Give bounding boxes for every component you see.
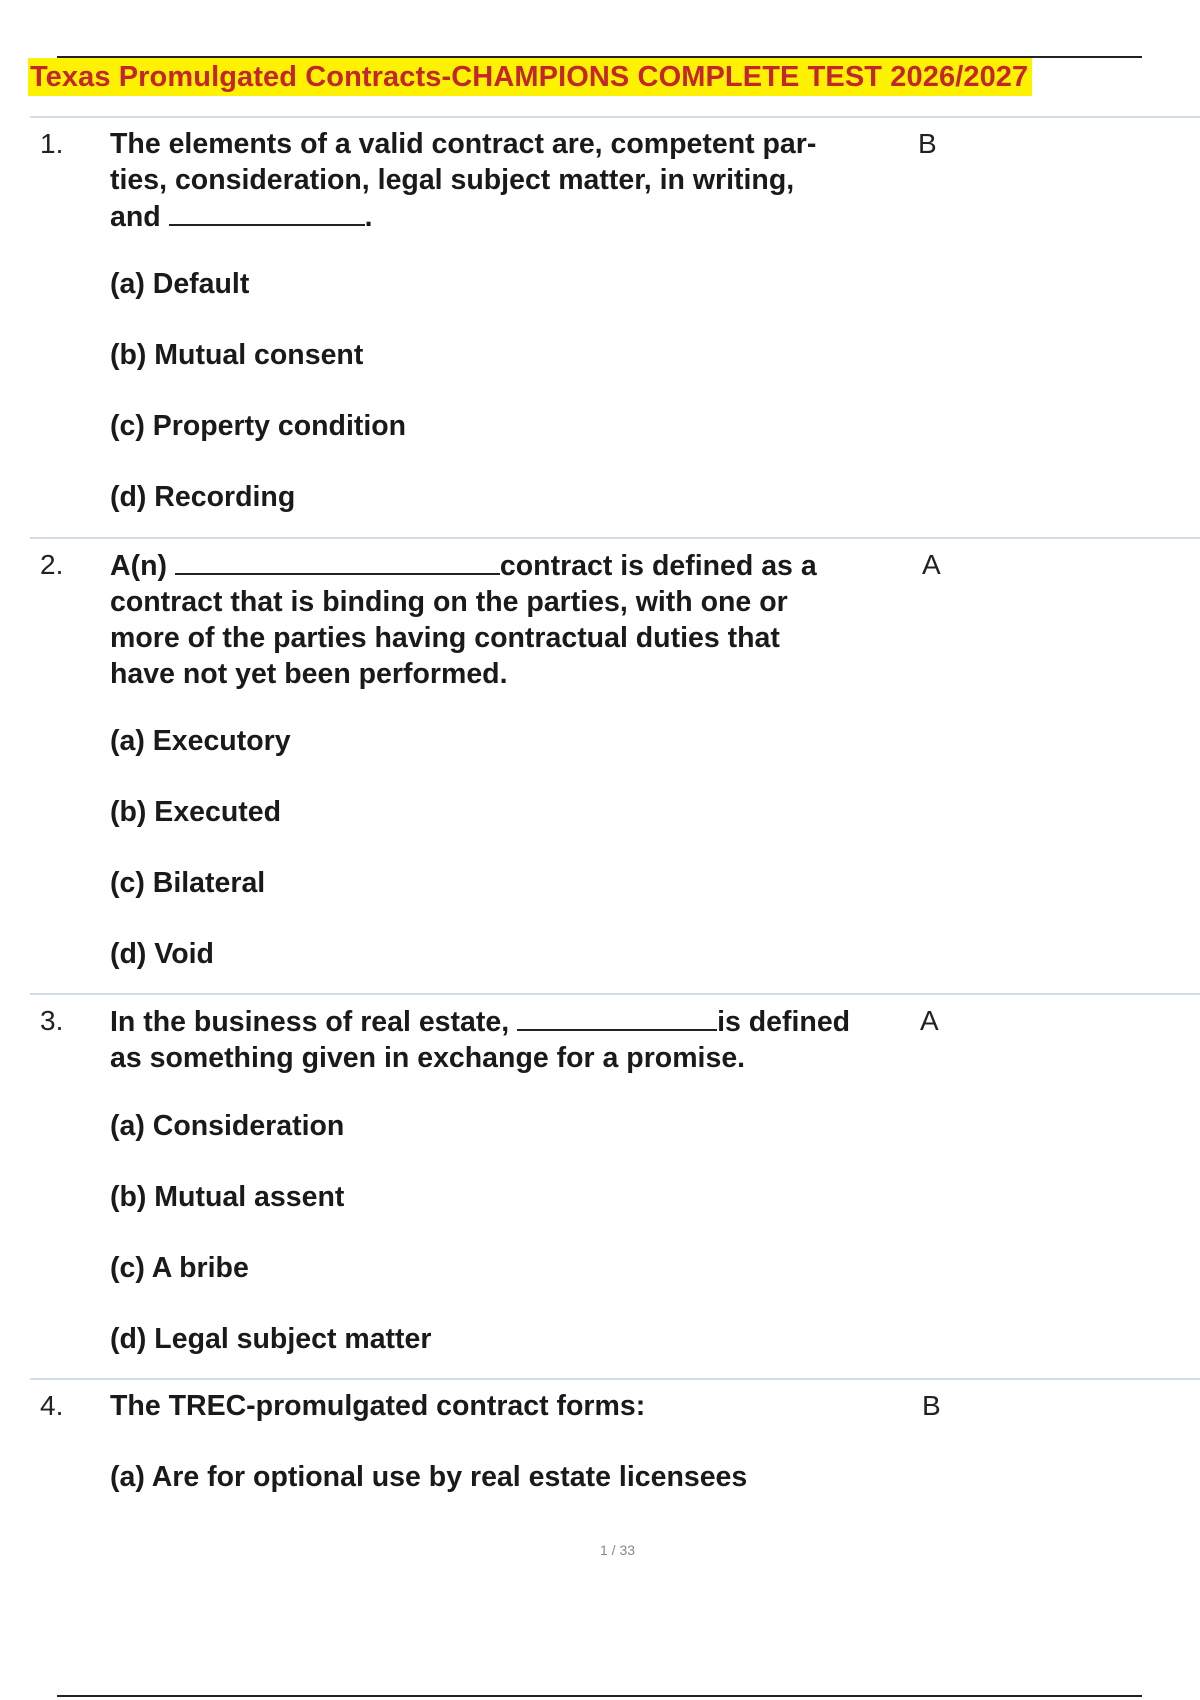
option-a: (a) Default xyxy=(110,268,250,300)
option-c: (c) Property condition xyxy=(110,410,407,442)
option-b: (b) Mutual assent xyxy=(110,1181,345,1213)
option-c: (c) A bribe xyxy=(110,1252,249,1284)
question-separator xyxy=(30,537,1200,539)
option-a: (a) Executory xyxy=(110,725,291,757)
question-separator xyxy=(30,1378,1200,1380)
question-number: 2. xyxy=(40,549,64,580)
bottom-rule xyxy=(57,1695,1142,1697)
question-text: In the business of real estate, is defined as something given in exchange for a promise. xyxy=(110,1003,930,1076)
question-text: A(n) contract is defined as a contract that is binding on the parties, with one or more of the parties having contractual duties that have not yet been performed. xyxy=(110,547,890,692)
question-separator xyxy=(30,116,1200,118)
question-number: 1. xyxy=(40,128,64,159)
option-d: (d) Recording xyxy=(110,481,296,513)
answer-blank xyxy=(175,547,500,575)
page-indicator: 1 / 33 xyxy=(599,1542,636,1558)
question-separator xyxy=(30,993,1200,995)
question-number: 3. xyxy=(40,1005,64,1036)
option-d: (d) Legal subject matter xyxy=(110,1323,432,1355)
answer-key: A xyxy=(920,1005,939,1036)
option-a: (a) Are for optional use by real estate licensees xyxy=(110,1461,748,1493)
answer-key: A xyxy=(922,549,941,580)
answer-key: B xyxy=(918,128,937,159)
option-b: (b) Mutual consent xyxy=(110,339,364,371)
question-number: 4. xyxy=(40,1390,64,1421)
answer-blank xyxy=(169,198,365,226)
option-a: (a) Consideration xyxy=(110,1110,345,1142)
question-text: The elements of a valid contract are, competent par- ties, consideration, legal subject matter, in writing, and . xyxy=(110,128,817,233)
option-b: (b) Executed xyxy=(110,796,282,828)
option-c: (c) Bilateral xyxy=(110,867,266,899)
option-d: (d) Void xyxy=(110,938,214,970)
question-text: The TREC-promulgated contract forms: xyxy=(110,1390,646,1422)
answer-key: B xyxy=(922,1390,941,1421)
document-title: Texas Promulgated Contracts-CHAMPIONS COMPLETE TEST 2026/2027 xyxy=(28,58,1032,96)
answer-blank xyxy=(517,1003,717,1031)
